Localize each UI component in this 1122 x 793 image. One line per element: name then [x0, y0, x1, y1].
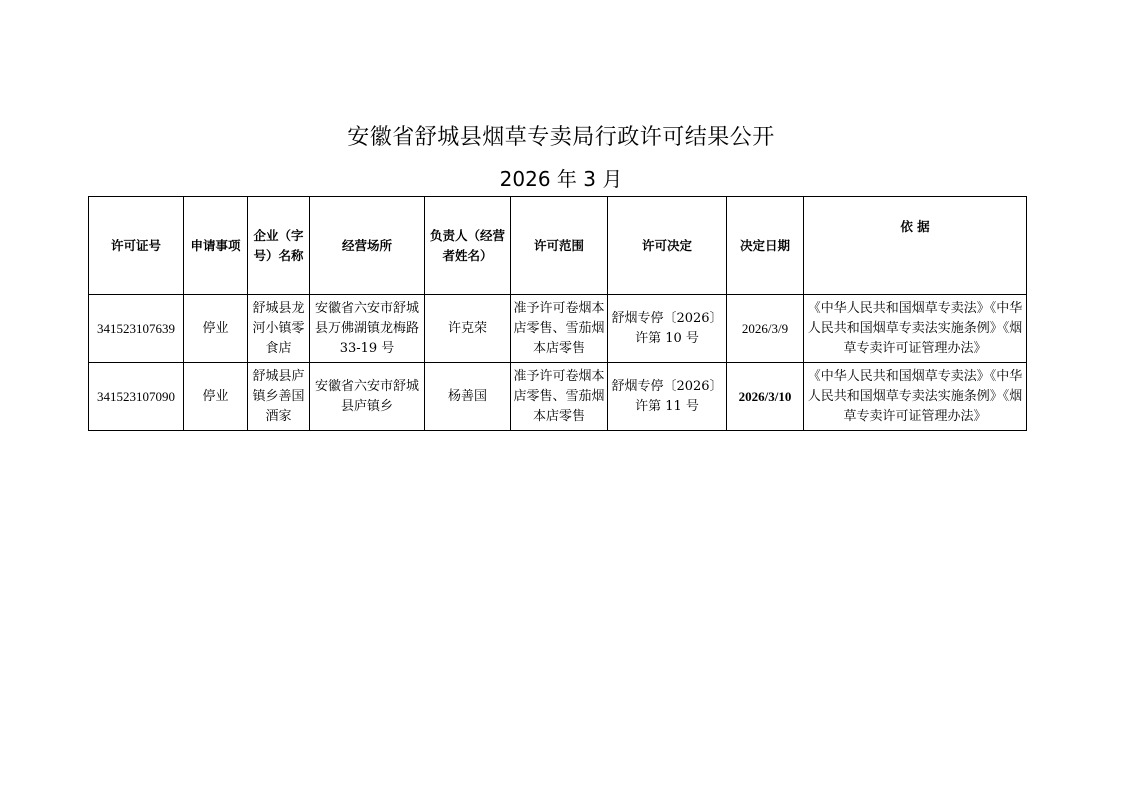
- cell-business-address: 安徽省六安市舒城县万佛湖镇龙梅路33-19 号: [310, 295, 425, 363]
- table-header-row: [89, 197, 1027, 295]
- cell-business-address: 安徽省六安市舒城县庐镇乡: [310, 363, 425, 431]
- header-person-in-charge: 负责人（经营者姓名）: [425, 197, 511, 295]
- cell-license-no: 341523107639: [89, 295, 184, 363]
- cell-enterprise-name: 舒城县庐镇乡善国酒家: [248, 363, 310, 431]
- cell-scope: 准予许可卷烟本店零售、雪茄烟本店零售: [511, 363, 608, 431]
- cell-application: 停业: [184, 295, 248, 363]
- page-subtitle: 2026 年 3 月: [499, 167, 623, 191]
- cell-decision-date: 2026/3/9: [727, 295, 804, 363]
- table-row: [89, 363, 1027, 431]
- cell-scope: 准予许可卷烟本店零售、雪茄烟本店零售: [511, 295, 608, 363]
- header-decision-date: 决定日期: [727, 197, 804, 295]
- license-results-table: [88, 196, 1027, 431]
- cell-basis: 《中华人民共和国烟草专卖法》《中华人民共和国烟草专卖法实施条例》《烟草专卖许可证管理办法》: [804, 363, 1027, 431]
- cell-decision: 舒烟专停〔2026〕许第 10 号: [608, 295, 727, 363]
- header-application: 申请事项: [184, 197, 248, 295]
- header-license-no: 许可证号: [89, 197, 184, 295]
- cell-basis: 《中华人民共和国烟草专卖法》《中华人民共和国烟草专卖法实施条例》《烟草专卖许可证管理办法》: [804, 295, 1027, 363]
- header-basis: 依 据: [804, 197, 1027, 295]
- cell-person-in-charge: 杨善国: [425, 363, 511, 431]
- cell-application: 停业: [184, 363, 248, 431]
- cell-decision-date: 2026/3/10: [727, 363, 804, 431]
- header-decision: 许可决定: [608, 197, 727, 295]
- page-title: 安徽省舒城县烟草专卖局行政许可结果公开: [347, 125, 775, 150]
- header-scope: 许可范围: [511, 197, 608, 295]
- table-row: [89, 295, 1027, 363]
- cell-enterprise-name: 舒城县龙河小镇零食店: [248, 295, 310, 363]
- header-enterprise-name: 企业（字号）名称: [248, 197, 310, 295]
- header-business-address: 经营场所: [310, 197, 425, 295]
- cell-person-in-charge: 许克荣: [425, 295, 511, 363]
- cell-decision: 舒烟专停〔2026〕许第 11 号: [608, 363, 727, 431]
- cell-license-no: 341523107090: [89, 363, 184, 431]
